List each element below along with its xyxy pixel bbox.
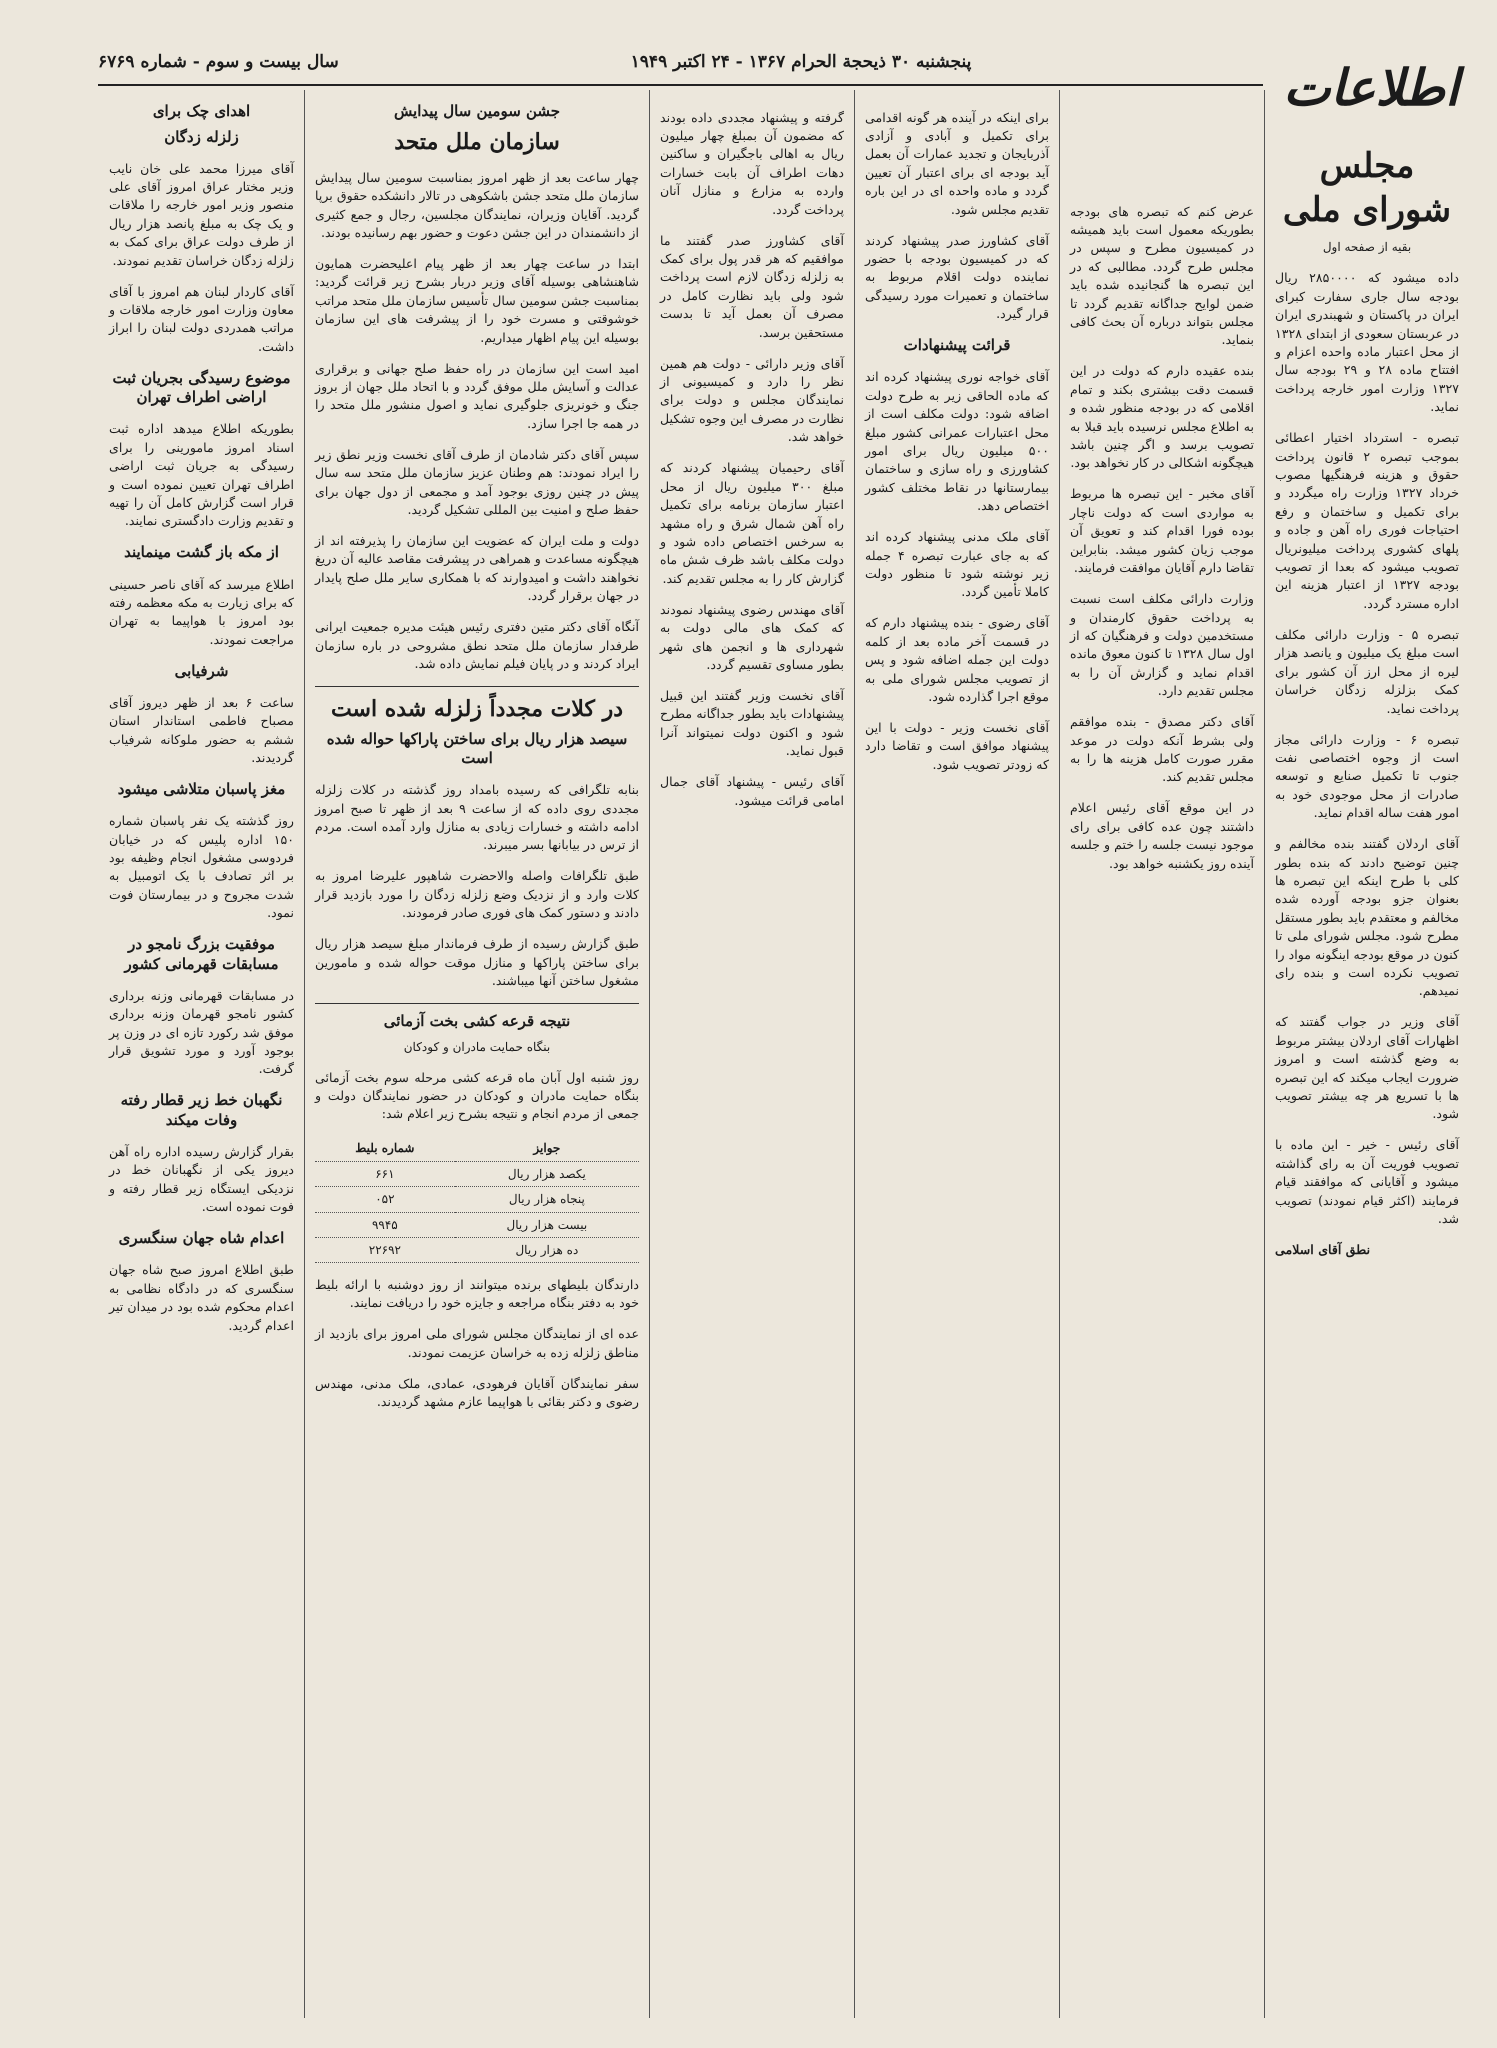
table-row bbox=[315, 1161, 639, 1186]
article-paragraph: آقای رئیس - پیشنهاد آقای جمال امامی قرائت میشود. bbox=[660, 774, 844, 808]
article-paragraph: بقرار گزارش رسیده اداره راه آهن دیروز یکی از نگهبانان خط در نزدیکی ایستگاه زیر قطار رفته و فوت نموده است. bbox=[109, 1144, 294, 1215]
article-paragraph: دارندگان بلیطهای برنده میتوانند از روز دوشنبه با ارائه بلیط خود به دفتر بنگاه مراجعه و جایزه خود را دریافت نمایند. bbox=[315, 1276, 639, 1311]
article-paragraph: در مسابقات قهرمانی وزنه برداری کشور نامجو قهرمان وزنه برداری موفق شد رکورد تازه ای در وزن پر بوجود آورد و مورد تشویق قرار گرفت. bbox=[109, 987, 294, 1077]
divider bbox=[315, 686, 639, 687]
column-briefs bbox=[99, 90, 304, 2018]
article-paragraph: دولت و ملت ایران که عضویت این سازمان را پذیرفته اند از هیچگونه مساعدت و همراهی در پیشرفت مقاصد عالیه آن دریغ نخواهند داشت و امیدوارند که با همکاری سایر ملل صلح پایدار در جهان برقرار گردد. bbox=[315, 532, 639, 604]
brief-headline: اهدای چک برای bbox=[152, 102, 251, 120]
article-paragraph: بطوریکه اطلاع میدهد اداره ثبت اسناد امروز مامورینی را برای رسیدگی به جریان ثبت اراضی اطراف تهران تعیین نموده است و قرار است گزارش کامل آن را تهیه و تقدیم وزارت دادگستری نمایند. bbox=[109, 421, 294, 529]
table-row bbox=[315, 1212, 639, 1237]
column-header: شماره بلیط bbox=[315, 1136, 455, 1161]
column-proposals bbox=[854, 90, 1059, 2018]
kalat-headline: در کلات مجدداً زلزله شده است bbox=[330, 696, 624, 722]
article-paragraph: بنابه تلگرافی که رسیده بامداد روز گذشته در کلات زلزله مجددی روی داده که از ساعت ۹ بعد از ظهر تا صبح امروز ادامه داشته و خسارات زیادی به منازل وارد آمده است. مردم از ترس در بیابانها بسر میبرند. bbox=[315, 782, 639, 853]
table-header-row bbox=[315, 1136, 639, 1161]
article-paragraph: آقای رئیس - خیر - این ماده با تصویب فوریت آن به رای گذاشته میشود و آقایانی که موافقند قیام فرمایند (اکثر قیام نمودند) تصویب شد. bbox=[1275, 1137, 1459, 1227]
table-cell: ده هزار ریال bbox=[455, 1237, 639, 1262]
article-paragraph: آقای مهندس رضوی پیشنهاد نمودند که کمک های مالی دولت به شهرداری ها و انجمن های شهر بطور مساوی تقسیم گردد. bbox=[660, 601, 844, 672]
continued-note: بقیه از صفحه اول bbox=[1322, 240, 1412, 255]
article-paragraph: آقای وزیر دارائی - دولت هم همین نظر را دارد و کمیسیونی از نمایندگان مجلس و دولت برای نظارت در مصرف این وجوه تشکیل خواهد شد. bbox=[660, 355, 844, 445]
brief-headline: موضوع رسیدگی بجریان ثبت اراضی اطراف تهران bbox=[112, 368, 291, 407]
columns bbox=[98, 90, 1469, 2018]
article-paragraph: چهار ساعت بعد از ظهر امروز بمناسبت سومین سال پیدایش سازمان ملل متحد جشن باشکوهی در تالار دانشکده حقوق برپا گردید. آقایان وزیران، نمایندگان مجلسین، رجال و جمع کثیری از دانشمندان در این جشن دعوت و حضور بهم رسانیده بودند. bbox=[315, 169, 639, 240]
article-paragraph: سفر نمایندگان آقایان فرهودی، عمادی، ملک مدنی، مهندس رضوی و دکتر بقائی با هواپیما عازم مشهد گردیدند. bbox=[315, 1375, 639, 1410]
article-paragraph: ساعت ۶ بعد از ظهر دیروز آقای مصباح فاطمی استاندار استان ششم به حضور ملوکانه شرفیاب گردیدند. bbox=[109, 694, 294, 766]
column-parliament bbox=[1264, 90, 1469, 2018]
article-paragraph: طبق گزارش رسیده از طرف فرماندار مبلغ سیصد هزار ریال برای ساختن پاراکها و منازل موقت حواله شده و مامورین مشغول ساختن آنها میباشند. bbox=[315, 936, 639, 989]
article-paragraph: آقای رضوی - بنده پیشنهاد دارم که در قسمت آخر ماده بعد از کلمه دولت این جمله اضافه شود و پس از تصویب مجلس شورای ملی به موقع اجرا گذارده شود. bbox=[865, 615, 1049, 705]
article-paragraph: آقای وزیر در جواب گفتند که اظهارات آقای اردلان بیشتر مربوط به وضع گذشته است و امروز ضرورت ایجاب میکند که این تبصره ها با تسریع هر چه بیشتر تصویب شود. bbox=[1275, 1014, 1459, 1122]
table-cell: بیست هزار ریال bbox=[455, 1212, 639, 1237]
table-row bbox=[315, 1237, 639, 1262]
brief-headline: موفقیت بزرگ نامجو در مسابقات قهرمانی کشور bbox=[124, 935, 279, 973]
table-cell: ۹۹۴۵ bbox=[315, 1212, 455, 1237]
article-paragraph: تبصره - استرداد اختیار اعطائی بموجب تبصره ۲ قانون پرداخت حقوق و هزینه فرهنگیها مصوب خرداد ۱۳۲۷ وزارت راه میگردد و برای تکمیل و ساختمان و رفع احتیاجات فوری راه آهن و جاده و پلهای کشوری پرداخت میلیونریال تصویب میشود که بعدا از تصویب بودجه ۱۳۲۷ از اعتبار هزینه این اداره مسترد گردد. bbox=[1275, 430, 1459, 611]
article-paragraph: در این موقع آقای رئیس اعلام داشتند چون عده کافی برای رای موجود نیست جلسه را ختم و جلسه آینده روز یکشنبه خواهد بود. bbox=[1070, 800, 1254, 871]
lottery-table bbox=[315, 1136, 639, 1263]
table-row bbox=[315, 1187, 639, 1212]
article-paragraph: آنگاه آقای دکتر متین دفتری رئیس هیئت مدیره جمعیت ایرانی طرفدار سازمان ملل متحد نطق مشروحی در باره سازمان ایراد کردند و در پایان فیلم نمایش داده شد. bbox=[315, 619, 639, 671]
lottery-headline: نتیجه قرعه کشی بخت آزمائی bbox=[383, 1012, 571, 1031]
brief-headline: زلزله زدگان bbox=[164, 127, 239, 146]
kalat-subhead: سیصد هزار ریال برای ساختن پاراکها حواله شده است bbox=[326, 729, 628, 768]
headline-majlis: مجلس شورای ملی bbox=[1282, 146, 1452, 231]
article-paragraph: آقای کاردار لبنان هم امروز با آقای معاون وزارت امور خارجه ملاقات و مراتب همدردی دولت لبنان را ابراز داشت. bbox=[109, 283, 294, 354]
article-paragraph: برای اینکه در آینده هر گونه اقدامی برای تکمیل و آبادی و آزادی آذربایجان و تجدید عمارات آن بعمل آید بودجه ای برای اعتبار آن تعیین گردد و ماده واحده ای در این باره تقدیم مجلس شود. bbox=[865, 109, 1049, 217]
article-paragraph: آقای کشاورز صدر پیشنهاد کردند که در کمیسیون بودجه با حضور نماینده دولت اقلام مربوط به ساختمان و تعمیرات مورد رسیدگی قرار گیرد. bbox=[865, 232, 1049, 322]
article-paragraph: آقای خواجه نوری پیشنهاد کرده اند که ماده الحاقی زیر به طرح دولت اضافه شود: دولت مکلف است از محل اعتبارات عمرانی کشور مبلغ ۵۰۰ میلیون ریال برای امور کشاورزی و راه سازی و ساختمان بیمارستانها در نقاط مختلف کشور اختصاص دهد. bbox=[865, 369, 1049, 514]
table-cell: ۲۲۶۹۲ bbox=[315, 1237, 455, 1262]
article-paragraph: وزارت دارائی مکلف است نسبت به پرداخت حقوق کارمندان و مستخدمین دولت و فرهنگیان که از اول سال ۱۳۲۸ تا کنون معوق مانده اقدام نماید و گزارش آن را به مجلس تقدیم دارد. bbox=[1070, 591, 1254, 699]
brief-headline: اعدام شاه جهان سنگسری bbox=[118, 1229, 285, 1248]
table-cell: یکصد هزار ریال bbox=[455, 1161, 639, 1186]
issue-number: سال بیست و سوم - شماره ۶۷۶۹ bbox=[98, 52, 339, 72]
article-paragraph: ابتدا در ساعت چهار بعد از ظهر پیام اعلیحضرت همایون شاهنشاهی بوسیله آقای وزیر دربار بشرح زیر قرائت گردید: بمناسبت جشن سومین سال تأسیس سازمان ملل متحد مراتب خوشوقتی و مسرت خود را از پیشرفت های این سازمان بوسیله این پیام اظهار میداریم. bbox=[315, 255, 639, 345]
lottery-subhead: بنگاه حمایت مادران و کودکان bbox=[403, 1039, 551, 1054]
speech-heading: نطق آقای اسلامی bbox=[1275, 1242, 1371, 1258]
article-paragraph: آقای نخست وزیر - دولت با این پیشنهاد موافق است و تقاضا دارد که زودتر تصویب شود. bbox=[865, 720, 1049, 772]
article-paragraph: آقای ملک مدنی پیشنهاد کرده اند که به جای عبارت تبصره ۴ جمله زیر نوشته شود تا منظور دولت کاملا تأمین گردد. bbox=[865, 529, 1049, 600]
article-paragraph: بنده عقیده دارم که دولت در این قسمت دقت بیشتری بکند و تمام اقلامی که در بودجه منظور شده و به اطلاع مجلس نرسیده باید قبلا به تصویب برسد و اگر چنین باشد هیچگونه اشکالی در کار نخواهد بود. bbox=[1070, 363, 1254, 471]
article-paragraph: گرفته و پیشنهاد مجددی داده بودند که مضمون آن بمبلغ چهار میلیون ریال به اهالی باجگیران و ساکنین دهات اطراف آن بابت خسارات وارده به مزارع و منازل آنان پرداخت گردد. bbox=[660, 109, 844, 217]
column-header: جوایز bbox=[455, 1136, 639, 1161]
article-paragraph: تبصره ۵ - وزارت دارائی مکلف است مبلغ یک میلیون و یانصد هزار لیره از محل ارز آن کشور برای کمک بزلزله زدگان خراسان پرداخت نماید. bbox=[1275, 626, 1459, 716]
column-earthquake-aid bbox=[649, 90, 854, 2018]
article-paragraph: تبصره ۶ - وزارت دارائی مجاز است از وجوه اختصاصی نفت جنوب تا تکمیل صنایع و توسعه صادرات از محل موجودی خود به امور هفت ساله اقدام نماید. bbox=[1275, 731, 1459, 821]
brief-headline: نگهبان خط زیر قطار رفته وفات میکند bbox=[120, 1091, 283, 1129]
article-paragraph: آقای اردلان گفتند بنده مخالفم و چنین توضیح دادند که بنده بطور کلی با طرح اینکه این تبصره ها بعنوان جزو بودجه آورده شده مخالفم و معتقدم باید بطور مستقل مطرح شود. مجلس شورای ملی تا کنون در موقع بودجه اینگونه مواد را تصویب نکرده است و بنده رای نمیدهم. bbox=[1275, 836, 1459, 999]
article-paragraph: عرض کنم که تبصره های بودجه بطوریکه معمول است باید همیشه در کمیسیون مطرح و سپس در مجلس طرح گردد. مطالبی که در این تبصره ها گنجانیده شده باید ضمن لوایح جداگانه تقدیم گردد تا مجلس بتواند درباره آن بحث کافی بنماید. bbox=[1070, 203, 1254, 348]
article-paragraph: طبق تلگرافات واصله والاحضرت شاهپور علیرضا امروز به کلات وارد و از نزدیک وضع زلزله زدگان را مورد بازدید قرار دادند و دستور کمک های فوری صادر فرمودند. bbox=[315, 868, 639, 921]
article-paragraph: روز گذشته یک نفر پاسبان شماره ۱۵۰ اداره پلیس که در خیابان فردوسی مشغول انجام وظیفه بود بر اثر تصادف با یک اتومبیل به شدت مجروح و در بیمارستان فوت نمود. bbox=[109, 813, 294, 921]
column-parliament-cont bbox=[1059, 90, 1264, 2018]
masthead: اطلاعات bbox=[1263, 58, 1469, 117]
article-paragraph: روز شنبه اول آبان ماه قرعه کشی مرحله سوم بخت آزمائی بنگاه حمایت مادران و کودکان در حضور نمایندگان دولت و جمعی از مردم انجام و نتیجه بشرح زیر اعلام شد: bbox=[315, 1069, 639, 1122]
brief-headline: شرفیابی bbox=[174, 661, 229, 680]
table-cell: ۰۵۲ bbox=[315, 1187, 455, 1212]
un-kicker: جشن سومین سال پیدایش bbox=[393, 102, 561, 120]
un-headline: سازمان ملل متحد bbox=[394, 128, 560, 155]
article-paragraph: آقای مخبر - این تبصره ها مربوط به مواردی است که دولت ناچار بوده فورا اقدام کند و تعویق آن موجب زیان کشور میشد. بنابراین تقاضا دارم آقایان موافقت فرمایند. bbox=[1070, 486, 1254, 576]
article-paragraph: داده میشود که ۲۸۵۰۰۰۰ ریال بودجه سال جاری سفارت کبرای ایران در پاکستان و شهبندری ایران در عربستان سعودی از ابتدای ۱۳۲۸ از محل اعتبار ماده واحده اعزام و افتتاح ماده ۲۸ و ۲۹ بودجه سال ۱۳۲۷ وزارت امور خارجه پرداخت نماید. bbox=[1275, 270, 1460, 415]
article-paragraph: آقای نخست وزیر گفتند این قبیل پیشنهادات باید بطور جداگانه مطرح شود و اکنون دولت نمیتواند آنرا قبول نماید. bbox=[660, 687, 844, 759]
article-paragraph: امید است این سازمان در راه حفظ صلح جهانی و برقراری عدالت و آسایش ملل موفق گردد و با اتحاد ملل جهان از بروز جنگ و خونریزی جلوگیری نماید و اصول منشور ملل متحد را در همه جا اجرا سازد. bbox=[315, 360, 639, 431]
dateline: پنجشنبه ۳۰ ذیحجة الحرام ۱۳۶۷ - ۲۴ اکتبر ۱۹۴۹ bbox=[630, 52, 972, 72]
column-un-anniversary bbox=[304, 90, 649, 2018]
proposals-heading: قرائت پیشنهادات bbox=[903, 336, 1011, 355]
table-cell: ۶۶۱ bbox=[315, 1161, 455, 1186]
brief-headline: مغز پاسبان متلاشی میشود bbox=[117, 780, 286, 799]
article-paragraph: سپس آقای دکتر شادمان از طرف آقای نخست وزیر نطق زیر را ایراد نمودند: هم وطنان عزیز سازمان ملل متحد سه سال پیش در چنین روزی بوجود آمد و مجمعی از دول جهان برای حفظ صلح و امنیت بین المللی تشکیل گردید. bbox=[315, 446, 639, 517]
article-paragraph: آقای دکتر مصدق - بنده موافقم ولی بشرط آنکه دولت در موعد مقرر صورت کامل هزینه ها را به مجلس تقدیم کند. bbox=[1070, 714, 1254, 785]
brief-headline: از مکه باز گشت مینمایند bbox=[124, 543, 279, 562]
article-paragraph: آقای میرزا محمد علی خان نایب وزیر مختار عراق امروز آقای علی منصور وزیر امور خارجه را ملاقات و یک چک به مبلغ پانصد هزار ریال از طرف دولت عراق برای کمک به زلزله زدگان خراسان تقدیم نمودند. bbox=[109, 160, 294, 268]
article-paragraph: اطلاع میرسد که آقای ناصر حسینی که برای زیارت به مکه معظمه رفته بود امروز با هواپیما به تهران مراجعت نمودند. bbox=[109, 576, 294, 647]
divider bbox=[315, 1003, 639, 1004]
article-paragraph: آقای رحیمیان پیشنهاد کردند که مبلغ ۳۰۰ میلیون ریال از محل اعتبار سازمان برنامه برای تکمیل راه آهن شمال شرق و راه مشهد به سرخس اختصاص داده شود و دولت مکلف باشد ظرف شش ماه گزارش کار را به مجلس تقدیم کند. bbox=[660, 460, 845, 586]
table-cell: پنجاه هزار ریال bbox=[455, 1187, 639, 1212]
article-paragraph: طبق اطلاع امروز صبح شاه جهان سنگسری که در دادگاه نظامی به اعدام محکوم شده بود در میدان تیر اعدام گردید. bbox=[109, 1262, 294, 1333]
article-paragraph: آقای کشاورز صدر گفتند ما موافقیم که هر قدر پول برای کمک به زلزله زدگان لازم است پرداخت شود ولی باید نظارت کامل در مصرف آن بعمل آید تا بدست مستحقین برسد. bbox=[660, 232, 844, 340]
article-paragraph: عده ای از نمایندگان مجلس شورای ملی امروز برای بازدید از مناطق زلزله زده به خراسان عزیمت نمودند. bbox=[315, 1326, 639, 1360]
